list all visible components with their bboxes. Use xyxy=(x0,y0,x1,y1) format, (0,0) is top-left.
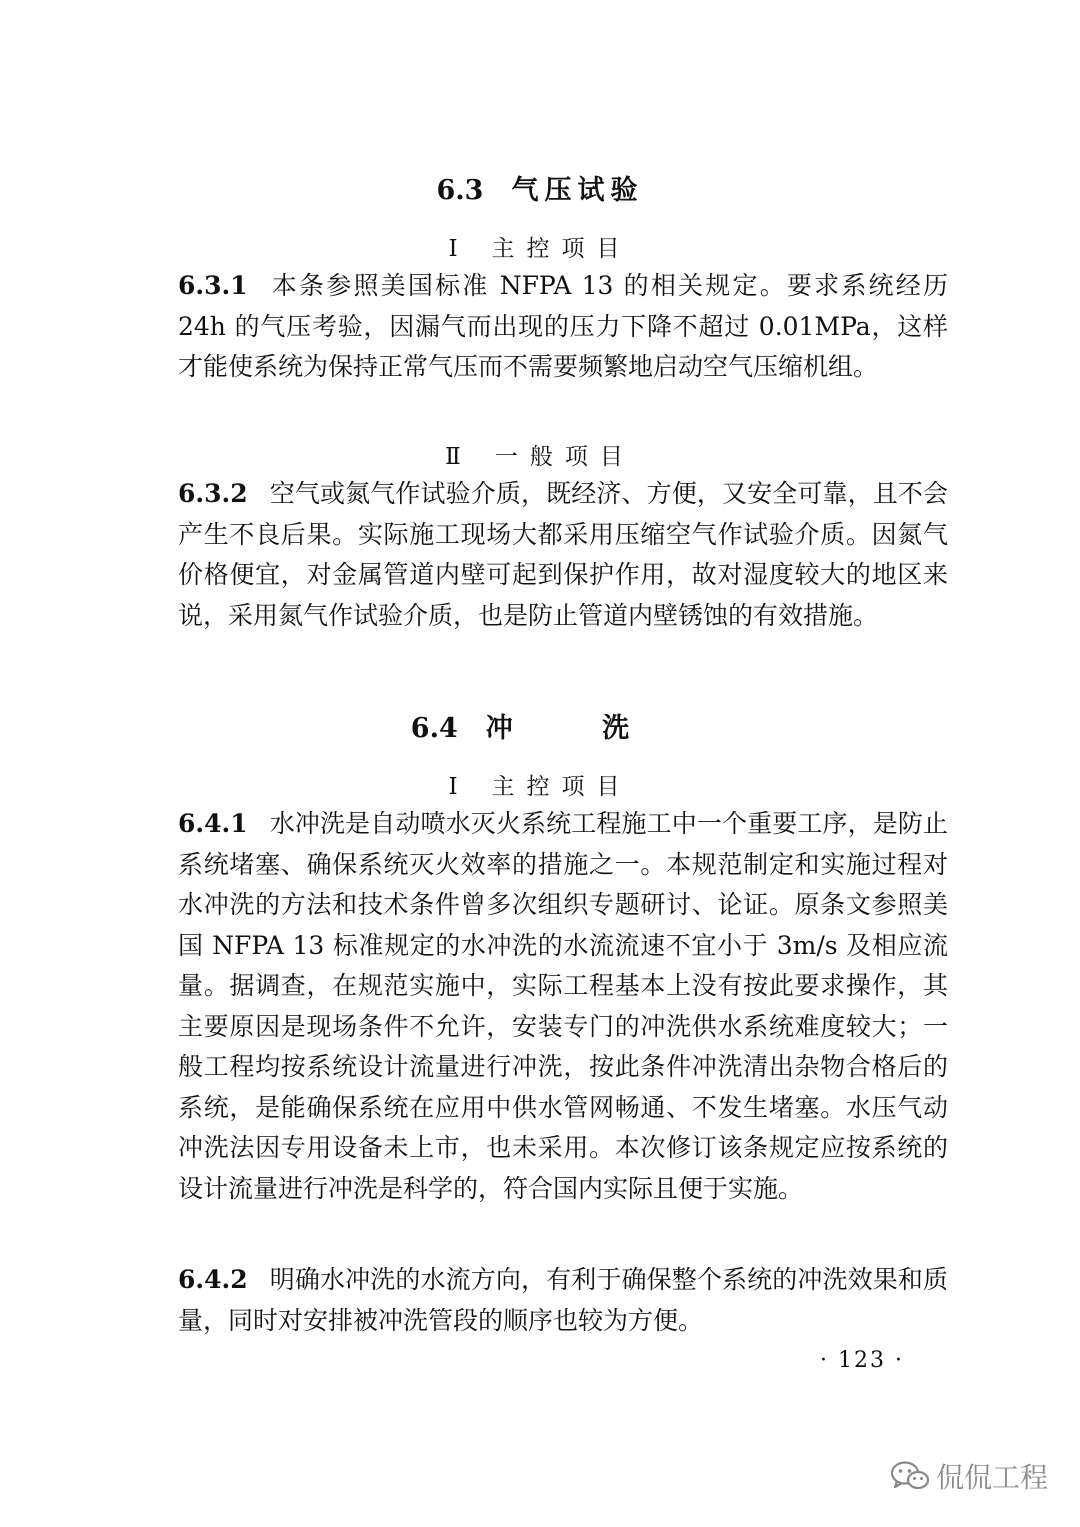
subhead-roman: Ⅱ xyxy=(445,444,461,470)
subhead-roman: Ⅰ xyxy=(448,774,458,800)
watermark xyxy=(890,1456,1048,1496)
clause-6-3-1 xyxy=(178,266,948,388)
subhead-main-control-2 xyxy=(0,768,1080,801)
section-heading: 冲 洗 xyxy=(485,713,670,744)
section-number: 6.4 xyxy=(410,713,458,744)
clause-text: 空气或氮气作试验介质，既经济、方便，又安全可靠，且不会产生不良后果。实际施工现场大都采用压缩空气作试验介质。因氮气价格便宜，对金属管道内壁可起到保护作用，故对湿度较大的地区来说，采用氮气作试验介质，也是防止管道内壁锈蚀的有效措施。 xyxy=(178,479,948,630)
section-number: 6.3 xyxy=(436,175,484,206)
watermark-text: 侃侃工程 xyxy=(936,1461,1049,1494)
clause-text: 水冲洗是自动喷水灭火系统工程施工中一个重要工序，是防止系统堵塞、确保系统灭火效率的措施之一。本规范制定和实施过程对水冲洗的方法和技术条件曾多次组织专题研讨、论证。原条文参照美国 NFPA 13 标准规定的水冲洗的水流流速不宜小于 3m/s 及相应流量。据调查，在规范实施中，实际工程基本上没有按此要求操作，其主要原因是现场条件不允许，安装专门的冲洗供水系统难度较大；一般工程均按系统设计流量进行冲洗，按此条件冲洗清出杂物合格后的系统，是能确保系统在应用中供水管网畅通、不发生堵塞。水压气动冲洗法因专用设备未上市，也未采用。本次修订该条规定应按系统的设计流量进行冲洗是科学的，符合国内实际且便于实施。 xyxy=(178,809,948,1203)
clause-text: 明确水冲洗的水流方向，有利于确保整个系统的冲洗效果和质量，同时对安排被冲洗管段的顺序也较为方便。 xyxy=(178,1265,948,1335)
section-title-6-3 xyxy=(0,168,1080,207)
clause-number: 6.3.1 xyxy=(178,271,248,300)
clause-number: 6.4.2 xyxy=(178,1265,248,1294)
subhead-label: 一般项目 xyxy=(494,444,635,470)
clause-number: 6.4.1 xyxy=(178,809,248,838)
subhead-general xyxy=(0,438,1080,471)
clause-6-3-2 xyxy=(178,474,948,636)
section-heading: 气压试验 xyxy=(511,175,644,206)
subhead-label: 主控项目 xyxy=(491,774,632,800)
wechat-icon xyxy=(890,1460,930,1492)
clause-6-4-1 xyxy=(178,804,948,1209)
subhead-label: 主控项目 xyxy=(491,236,632,262)
clause-6-4-2 xyxy=(178,1260,948,1341)
subhead-main-control xyxy=(0,230,1080,263)
section-title-6-4 xyxy=(0,706,1080,745)
page-number: · 123 · xyxy=(820,1348,904,1373)
clause-text: 本条参照美国标准 NFPA 13 的相关规定。要求系统经历 24h 的气压考验，因漏气而出现的压力下降不超过 0.01MPa，这样才能使系统为保持正常气压而不需要频繁地启动空气压缩机组。 xyxy=(178,271,948,381)
subhead-roman: Ⅰ xyxy=(448,236,458,262)
clause-number: 6.3.2 xyxy=(178,479,248,508)
